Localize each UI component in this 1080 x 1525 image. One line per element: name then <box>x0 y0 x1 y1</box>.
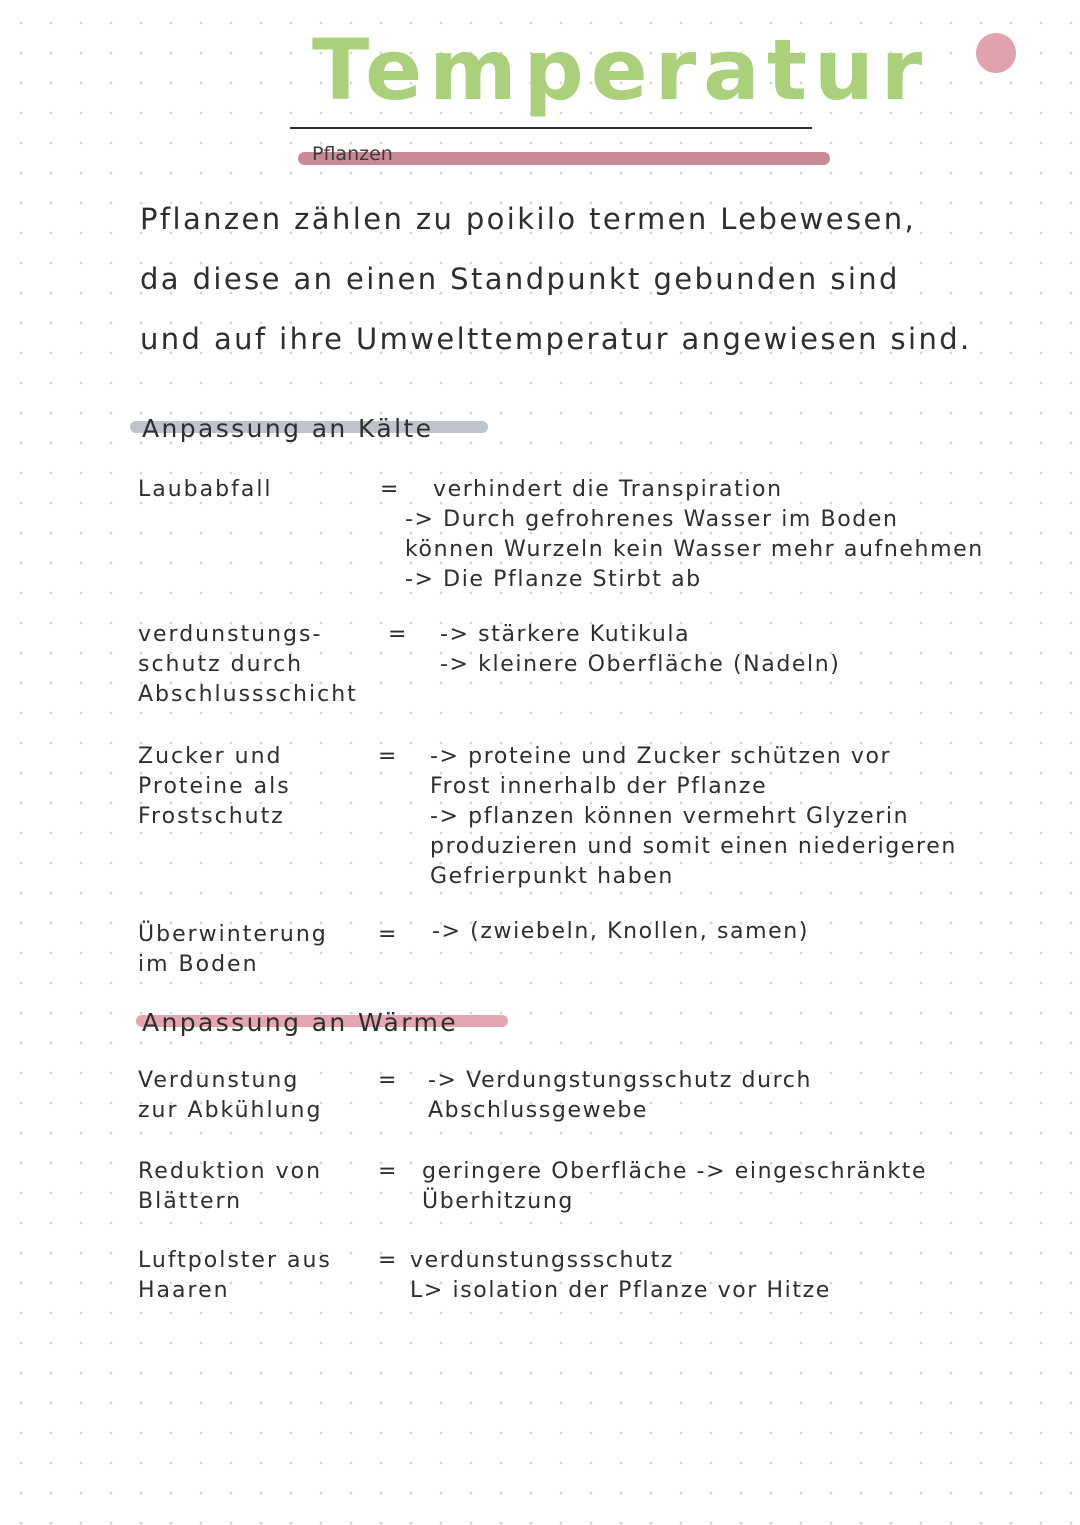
section-heading-heat <box>136 1008 459 1037</box>
definition-line: verdunstungssschutz <box>410 1248 674 1273</box>
definition-line: -> stärkere Kutikula <box>440 622 691 647</box>
term-label <box>138 1066 322 1126</box>
definition-line: produzieren und somit einen niederigeren <box>430 834 957 859</box>
term-label <box>138 1157 322 1217</box>
term-line: Überwinterung <box>138 922 328 947</box>
term-line: Verdunstung <box>138 1068 300 1093</box>
equals-sign: = <box>388 622 407 647</box>
term-label <box>138 742 291 832</box>
equals-sign: = <box>378 922 397 947</box>
definition <box>440 620 840 680</box>
equals-sign: = <box>378 1248 397 1273</box>
definition-line: -> kleinere Oberfläche (Nadeln) <box>440 652 841 677</box>
section-heading-label: Anpassung an Wärme <box>142 1008 459 1037</box>
definition-line: -> pflanzen können vermehrt Glyzerin <box>430 804 910 829</box>
section-heading-label: Anpassung an Kälte <box>142 414 434 443</box>
term-label <box>138 475 273 505</box>
intro-line: Pflanzen zählen zu poikilo termen Lebewesen, <box>140 202 917 236</box>
term-label <box>138 1246 332 1306</box>
definition-line: -> Durch gefrohrenes Wasser im Boden <box>405 507 899 532</box>
subtitle: Pflanzen <box>312 143 393 165</box>
definition-line: verhindert die Transpiration <box>433 477 783 502</box>
definition-line: -> proteine und Zucker schützen vor <box>430 744 892 769</box>
term-line: verdunstungs- <box>138 622 323 647</box>
intro-line: da diese an einen Standpunkt gebunden sind <box>140 262 900 296</box>
term-line: zur Abkühlung <box>138 1098 323 1123</box>
definition-line: können Wurzeln kein Wasser mehr aufnehmen <box>405 537 984 562</box>
term-line: Luftpolster aus <box>138 1248 332 1273</box>
page-title: Temperatur <box>312 21 930 119</box>
definition-line: geringere Oberfläche -> eingeschränkte <box>422 1159 928 1184</box>
equals-sign: = <box>378 744 397 769</box>
definition-line: -> Verdungstungsschutz durch <box>428 1068 813 1093</box>
term-label <box>138 920 328 980</box>
title-underline <box>290 127 812 129</box>
term-line: Frostschutz <box>138 804 285 829</box>
definition <box>422 1157 927 1217</box>
definition-line: Gefrierpunkt haben <box>430 864 674 889</box>
term-line: im Boden <box>138 952 259 977</box>
definition-line: -> Die Pflanze Stirbt ab <box>405 567 702 592</box>
section-heading-cold <box>130 414 434 443</box>
definition <box>405 475 984 595</box>
term-line: Abschlussschicht <box>138 682 358 707</box>
equals-sign: = <box>380 477 399 502</box>
term-line: Proteine als <box>138 774 291 799</box>
definition <box>430 742 957 892</box>
definition-line: Überhitzung <box>422 1189 574 1214</box>
equals-sign: = <box>378 1068 397 1093</box>
intro-line: und auf ihre Umwelttemperatur angewiesen sind. <box>140 322 972 356</box>
term-line: Reduktion von <box>138 1159 323 1184</box>
definition-line: -> (zwiebeln, Knollen, samen) <box>432 919 810 944</box>
term-line: Zucker und <box>138 744 283 769</box>
definition <box>410 1246 831 1306</box>
definition <box>432 917 809 947</box>
equals-sign: = <box>378 1159 397 1184</box>
pink-dot-decoration <box>976 33 1016 73</box>
definition <box>428 1066 812 1126</box>
term-line: Haaren <box>138 1278 230 1303</box>
term-line: Blättern <box>138 1189 243 1214</box>
term-label <box>138 620 358 710</box>
definition-line: Abschlussgewebe <box>428 1098 649 1123</box>
definition-line: Frost innerhalb der Pflanze <box>430 774 768 799</box>
term-line: schutz durch <box>138 652 304 677</box>
definition-line: L> isolation der Pflanze vor Hitze <box>410 1278 831 1303</box>
term-line: Laubabfall <box>138 477 273 502</box>
